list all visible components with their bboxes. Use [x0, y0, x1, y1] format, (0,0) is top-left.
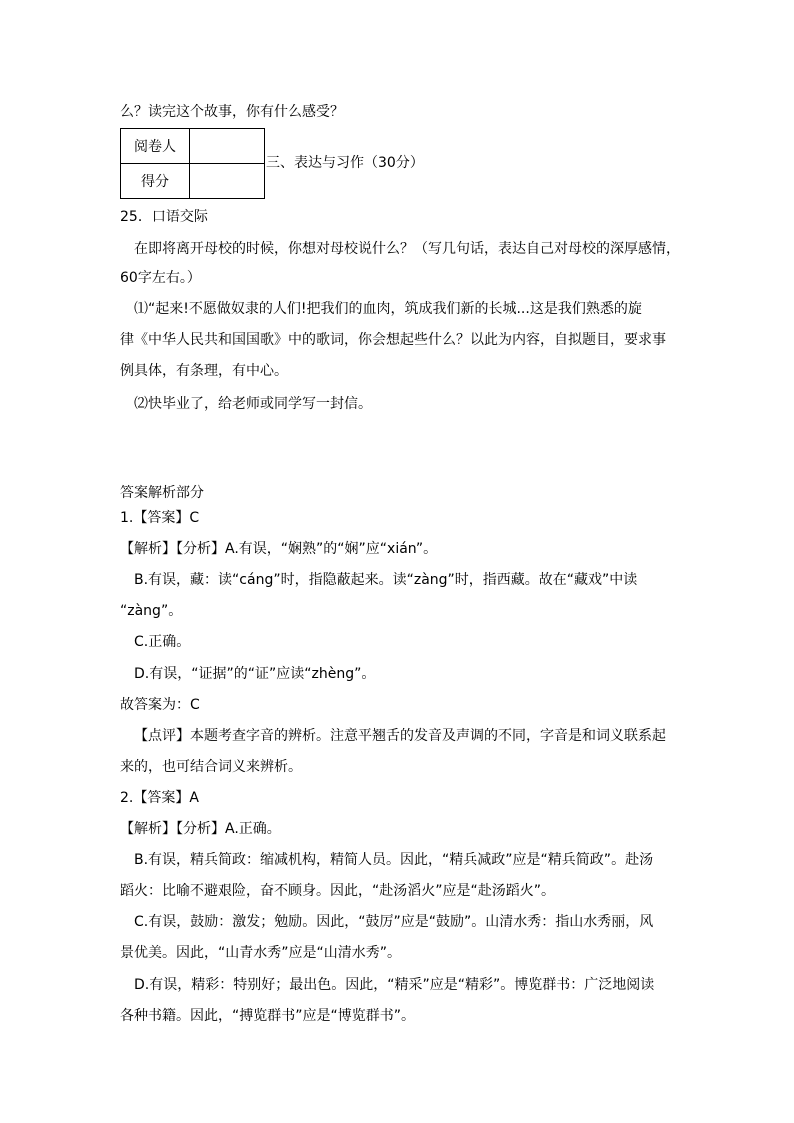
a1-comment-line1: 【点评】本题考查字音的辨析。注意平翘舌的发音及声调的不同，字音是和词义联系起 [134, 728, 666, 744]
question-tail-text: 么？读完这个故事，你有什么感受？ [120, 104, 344, 120]
a1-b-line2: “zàng”。 [120, 603, 183, 619]
score-table [120, 128, 265, 199]
a1-analysis: 【解析】【分析】A.有误，“娴熟”的“娴”应“xián”。 [120, 541, 438, 557]
answers-heading: 答案解析部分 [120, 485, 204, 501]
a2-d-line1: D.有误，精彩：特别好；最出色。因此，“精采”应是“精彩”。博览群书：广泛地阅读 [134, 977, 655, 993]
a1-d: D.有误，“证据”的“证”应读“zhèng”。 [134, 666, 376, 682]
q25-item1-line3: 例具体，有条理，有中心。 [120, 363, 288, 379]
a1-answer: 1.【答案】C [120, 510, 200, 526]
q25-prompt-line1: 在即将离开母校的时候，你想对母校说什么？（写几句话，表达自己对母校的深厚感情， [134, 241, 680, 257]
q25-prompt-line2: 60字左右。） [120, 270, 201, 286]
q25-item1-line2: 律《中华人民共和国国歌》中的歌词，你会想起些什么？以此为内容，自拟题目，要求事 [120, 332, 666, 348]
reviewer-label: 阅卷人 [121, 129, 190, 164]
a2-c-line2: 景优美。因此，“山青水秀”应是“山清水秀”。 [120, 945, 402, 961]
table-row [121, 129, 265, 164]
a1-comment-line2: 来的，也可结合词义来辨析。 [120, 759, 302, 775]
table-row [121, 164, 265, 199]
reviewer-value [190, 129, 265, 164]
a1-b-line1: B.有误，藏：读“cáng”时，指隐蔽起来。读“zàng”时，指西藏。故在“藏戏”中读 [134, 572, 638, 588]
section-three-title: 三、表达与习作（30分） [266, 155, 424, 171]
a1-conclusion: 故答案为：C [120, 697, 200, 713]
a2-analysis: 【解析】【分析】A.正确。 [120, 821, 281, 837]
a1-c: C.正确。 [134, 634, 191, 650]
score-label: 得分 [121, 164, 190, 199]
a2-b-line2: 蹈火：比喻不避艰险，奋不顾身。因此，“赴汤滔火”应是“赴汤蹈火”。 [120, 883, 556, 899]
q25-title: 25．口语交际 [120, 209, 208, 225]
q25-item1-line1: ⑴“起来!不愿做奴隶的人们!把我们的血肉，筑成我们新的长城...这是我们熟悉的旋 [134, 301, 642, 317]
q25-item2: ⑵快毕业了，给老师或同学写一封信。 [134, 396, 372, 412]
score-value [190, 164, 265, 199]
a2-answer: 2.【答案】A [120, 790, 199, 806]
a2-b-line1: B.有误，精兵简政：缩减机构，精简人员。因此，“精兵减政”应是“精兵简政”。赴汤 [134, 852, 654, 868]
a2-d-line2: 各种书籍。因此，“搏览群书”应是“博览群书”。 [120, 1008, 416, 1024]
a2-c-line1: C.有误，鼓励：激发；勉励。因此，“鼓厉”应是“鼓励”。山清水秀：指山水秀丽，风 [134, 914, 654, 930]
